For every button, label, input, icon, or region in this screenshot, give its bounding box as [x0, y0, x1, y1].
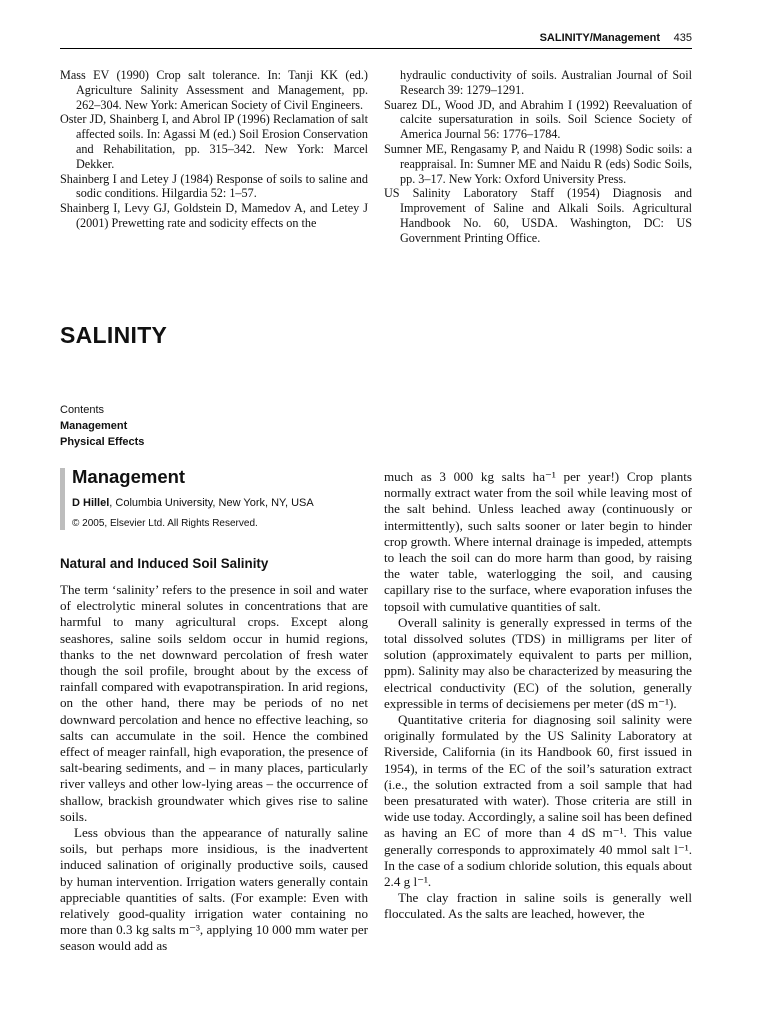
body-paragraph: The term ‘salinity’ refers to the presence in soil and water of electrolytic mineral solutes in concentrations that are harmful to many agricultural crops. Except along seashores, saline soils seldom occur in humid regions, thanks to the net downward percolation of fresh water though the soil profile, brought about by the excess of rainfall compared with evapotranspiration. In arid regions, on the other hand, there may be periods of no net downward percolation and hence no effective leaching, so salts can accumulate in the soil. Hence the combined effect of meager rainfall, high evaporation, the presence of salt-bearing sediments, and – in many places, particularly river valleys and other low-lying areas – the occurrence of shallow, brackish groundwater which gives rise to saline soils.: [60, 582, 368, 824]
author-affiliation: , Columbia University, New York, NY, USA: [109, 497, 314, 509]
body-right-column: [384, 469, 692, 923]
contents-heading: Contents: [60, 404, 105, 416]
body-paragraph-continued: much as 3 000 kg salts ha⁻¹ per year!) Crop plants normally extract water from the soil while leaving most of the salt behind. Unless leached away (continuously or intermittently), such salts sooner or later begin to hinder crop growth. Where internal drainage is impeded, attempts to leach the soil can do more harm than good, by raising the water table, waterlogging the soil, and causing capillary rise to the surface, where evaporation infuses the topsoil with cumulative quantities of salt.: [384, 469, 692, 614]
section-side-bar: [60, 468, 65, 530]
section-header: [60, 468, 368, 532]
running-head: [60, 30, 692, 48]
reference-item: Oster JD, Shainberg I, and Abrol IP (1996) Reclamation of salt affected soils. In: Agassi M (ed.) Soil Erosion Conservation and Rehabilitation, pp. 315–342. New York: Marcel Dekker.: [60, 112, 368, 171]
references-right-column: [384, 68, 692, 246]
body-paragraph: The clay fraction in saline soils is generally well flocculated. As the salts are leached, however, the: [384, 890, 692, 922]
reference-item: Shainberg I and Letey J (1984) Response of soils to saline and sodic conditions. Hilgardia 52: 1–57.: [60, 171, 368, 201]
header-rule: [60, 48, 692, 49]
reference-item: Mass EV (1990) Crop salt tolerance. In: Tanji KK (ed.) Agriculture Salinity Assessment and Management, pp. 262–304. New York: American Society of Civil Engineers.: [60, 68, 368, 112]
reference-item: US Salinity Laboratory Staff (1954) Diagnosis and Improvement of Saline and Alkali Soils. Agricultural Handbook No. 60, USDA. Washington, DC: US Government Printing Office.: [384, 186, 692, 245]
contents-item-physical-effects[interactable]: Physical Effects: [60, 436, 145, 448]
references-left-column: [60, 68, 368, 231]
reference-item: Shainberg I, Levy GJ, Goldstein D, Mamedov A, and Letey J (2001) Prewetting rate and sodicity effects on the: [60, 201, 368, 230]
section-title: Management: [72, 466, 186, 487]
body-paragraph: Less obvious than the appearance of naturally saline soils, but perhaps more insidious, is the inadvertent induced salination of originally productive soils, caused by human intervention. Irrigation waters generally contain appreciable quantities of salts. (For example: Even with relatively good-quality irrigation water containing no more than 0.3 kg salts m⁻³, applying 10 000 mm water per season would add as: [60, 825, 368, 954]
author-name: D Hillel: [72, 497, 110, 509]
contents-item-management[interactable]: Management: [60, 420, 128, 432]
running-head-title: SALINITY/Management: [539, 32, 660, 44]
page-number: 435: [673, 32, 692, 44]
subsection-title: Natural and Induced Soil Salinity: [60, 556, 269, 571]
body-paragraph: Overall salinity is generally expressed in terms of the total dissolved solutes (TDS) in milligrams per liter of solution (approximately equivalent to parts per million, ppm). Salinity may also be characterized by measuring the electrical conductivity (EC) of the solution, generally expressible in terms of decisiemens per meter (dS m⁻¹).: [384, 614, 692, 711]
body-left-column: [60, 582, 368, 955]
reference-item: Sumner ME, Rengasamy P, and Naidu R (1998) Sodic soils: a reappraisal. In: Sumner ME and Naidu R (eds) Sodic Soils, pp. 3–17. New York: Oxford University Press.: [384, 141, 692, 186]
contents-box: [60, 402, 144, 450]
reference-item-continued: hydraulic conductivity of soils. Australian Journal of Soil Research 39: 1279–1291.: [400, 68, 692, 97]
copyright-notice: © 2005, Elsevier Ltd. All Rights Reserved.: [72, 518, 258, 529]
author-line: [72, 497, 314, 509]
reference-item: Suarez DL, Wood JD, and Abrahim I (1992) Reevaluation of calcite supersaturation in soils. Soil Science Society of America Journal 56: 1776–1784.: [384, 97, 692, 142]
body-paragraph: Quantitative criteria for diagnosing soil salinity were originally formulated by the US Salinity Laboratory at Riverside, California (in its Handbook 60, first issued in 1954), in terms of the EC of the soil’s saturation extract (i.e., the solution extracted from a soil sample that had been presaturated with water). Those criteria are still in wide use today. Accordingly, a saline soil has been defined as having an EC of more than 4 dS m⁻¹. This value generally corresponds to approximately 40 mmol salt l⁻¹. In the case of a sodium chloride solution, this equals about 2.4 g l⁻¹.: [384, 712, 692, 890]
article-title: SALINITY: [60, 322, 168, 348]
